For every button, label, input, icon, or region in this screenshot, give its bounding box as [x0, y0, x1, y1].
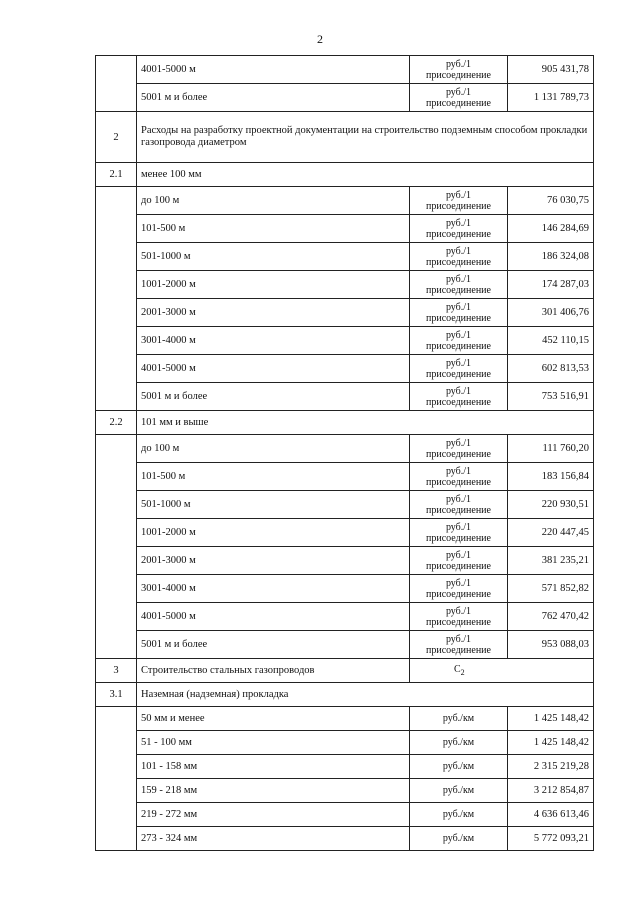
row-number [96, 271, 137, 299]
row-number [96, 803, 137, 827]
table-row [96, 299, 594, 327]
row-description: 2001-3000 м [137, 547, 410, 575]
row-value: 111 760,20 [508, 435, 594, 463]
row-number [96, 187, 137, 215]
row-unit: руб./1 присоединение [410, 327, 508, 355]
row-number [96, 215, 137, 243]
row-value: 4 636 613,46 [508, 803, 594, 827]
row-number [96, 355, 137, 383]
row-description: до 100 м [137, 435, 410, 463]
row-number: 2 [96, 112, 137, 163]
tariff-table [95, 55, 594, 851]
row-description: 51 - 100 мм [137, 731, 410, 755]
row-unit: руб./1 присоединение [410, 355, 508, 383]
row-number [96, 383, 137, 411]
row-description: 2001-3000 м [137, 299, 410, 327]
row-value: 146 284,69 [508, 215, 594, 243]
table-row [96, 547, 594, 575]
row-value: 220 447,45 [508, 519, 594, 547]
table-row [96, 491, 594, 519]
table-row [96, 779, 594, 803]
row-value: 381 235,21 [508, 547, 594, 575]
section-title: Строительство стальных газопроводов [137, 659, 410, 683]
row-description: 50 мм и менее [137, 707, 410, 731]
row-number [96, 327, 137, 355]
table-row [96, 755, 594, 779]
row-number: 3.1 [96, 683, 137, 707]
table-row [96, 827, 594, 851]
row-description: 5001 м и более [137, 631, 410, 659]
row-number [96, 243, 137, 271]
row-description: 4001-5000 м [137, 56, 410, 84]
row-unit: руб./км [410, 731, 508, 755]
row-value: 183 156,84 [508, 463, 594, 491]
row-unit: руб./1 присоединение [410, 383, 508, 411]
row-unit: руб./км [410, 803, 508, 827]
row-description: 1001-2000 м [137, 519, 410, 547]
row-unit: руб./1 присоединение [410, 243, 508, 271]
table-row [96, 84, 594, 112]
row-unit: руб./1 присоединение [410, 84, 508, 112]
row-value: 762 470,42 [508, 603, 594, 631]
row-number [96, 435, 137, 463]
section-row [96, 683, 594, 707]
row-value: 1 425 148,42 [508, 731, 594, 755]
row-unit: руб./км [410, 779, 508, 803]
table-row [96, 56, 594, 84]
row-value: 905 431,78 [508, 56, 594, 84]
row-value: 186 324,08 [508, 243, 594, 271]
row-description: 5001 м и более [137, 383, 410, 411]
row-value: 76 030,75 [508, 187, 594, 215]
table-row [96, 215, 594, 243]
row-number: 2.1 [96, 163, 137, 187]
row-number [96, 84, 137, 112]
row-description: 501-1000 м [137, 491, 410, 519]
row-unit: руб./1 присоединение [410, 215, 508, 243]
row-number [96, 463, 137, 491]
row-value: 174 287,03 [508, 271, 594, 299]
table-row [96, 383, 594, 411]
section-row [96, 163, 594, 187]
table-row [96, 271, 594, 299]
table-row [96, 355, 594, 383]
table-row [96, 243, 594, 271]
section-title: Расходы на разработку проектной документации на строительство подземным способом прокладки газопровода диаметром [137, 112, 594, 163]
row-number [96, 299, 137, 327]
row-value: 602 813,53 [508, 355, 594, 383]
row-value: 1 425 148,42 [508, 707, 594, 731]
row-description: 3001-4000 м [137, 575, 410, 603]
row-number [96, 707, 137, 731]
row-number [96, 491, 137, 519]
row-value: 5 772 093,21 [508, 827, 594, 851]
row-value: 452 110,15 [508, 327, 594, 355]
row-unit: руб./км [410, 707, 508, 731]
section-title: менее 100 мм [137, 163, 594, 187]
table-row [96, 187, 594, 215]
row-number [96, 547, 137, 575]
table-row [96, 631, 594, 659]
row-description: 101-500 м [137, 463, 410, 491]
formula-symbol [410, 659, 594, 683]
row-value: 953 088,03 [508, 631, 594, 659]
row-value: 1 131 789,73 [508, 84, 594, 112]
row-unit: руб./км [410, 827, 508, 851]
section-row [96, 659, 594, 683]
row-unit: руб./1 присоединение [410, 603, 508, 631]
table-row [96, 731, 594, 755]
row-description: 159 - 218 мм [137, 779, 410, 803]
row-unit: руб./1 присоединение [410, 519, 508, 547]
table-row [96, 603, 594, 631]
row-unit: руб./1 присоединение [410, 631, 508, 659]
row-number [96, 603, 137, 631]
row-value: 2 315 219,28 [508, 755, 594, 779]
row-unit: руб./1 присоединение [410, 271, 508, 299]
row-description: 273 - 324 мм [137, 827, 410, 851]
row-value: 220 930,51 [508, 491, 594, 519]
row-number: 3 [96, 659, 137, 683]
row-description: 101-500 м [137, 215, 410, 243]
row-unit: руб./1 присоединение [410, 575, 508, 603]
page-number: 2 [317, 32, 323, 46]
row-description: 4001-5000 м [137, 603, 410, 631]
row-number [96, 519, 137, 547]
row-number [96, 755, 137, 779]
row-description: 501-1000 м [137, 243, 410, 271]
row-description: до 100 м [137, 187, 410, 215]
formula-letter: C [454, 663, 461, 675]
row-description: 1001-2000 м [137, 271, 410, 299]
section-title: 101 мм и выше [137, 411, 594, 435]
row-number: 2.2 [96, 411, 137, 435]
row-number [96, 575, 137, 603]
section-title: Наземная (надземная) прокладка [137, 683, 594, 707]
row-unit: руб./1 присоединение [410, 187, 508, 215]
row-value: 3 212 854,87 [508, 779, 594, 803]
section-row [96, 411, 594, 435]
row-unit: руб./1 присоединение [410, 491, 508, 519]
row-number [96, 631, 137, 659]
row-description: 4001-5000 м [137, 355, 410, 383]
row-number [96, 827, 137, 851]
row-unit: руб./1 присоединение [410, 463, 508, 491]
row-description: 3001-4000 м [137, 327, 410, 355]
row-number [96, 731, 137, 755]
section-row [96, 112, 594, 163]
row-unit: руб./1 присоединение [410, 547, 508, 575]
table-row [96, 575, 594, 603]
row-unit: руб./км [410, 755, 508, 779]
table-row [96, 519, 594, 547]
table-row [96, 435, 594, 463]
row-number [96, 56, 137, 84]
formula-subscript: 2 [460, 667, 465, 677]
row-value: 753 516,91 [508, 383, 594, 411]
table-row [96, 707, 594, 731]
row-value: 301 406,76 [508, 299, 594, 327]
row-description: 219 - 272 мм [137, 803, 410, 827]
table-row [96, 463, 594, 491]
row-description: 5001 м и более [137, 84, 410, 112]
table-row [96, 327, 594, 355]
row-unit: руб./1 присоединение [410, 56, 508, 84]
row-value: 571 852,82 [508, 575, 594, 603]
row-unit: руб./1 присоединение [410, 435, 508, 463]
table-row [96, 803, 594, 827]
row-number [96, 779, 137, 803]
row-description: 101 - 158 мм [137, 755, 410, 779]
row-unit: руб./1 присоединение [410, 299, 508, 327]
